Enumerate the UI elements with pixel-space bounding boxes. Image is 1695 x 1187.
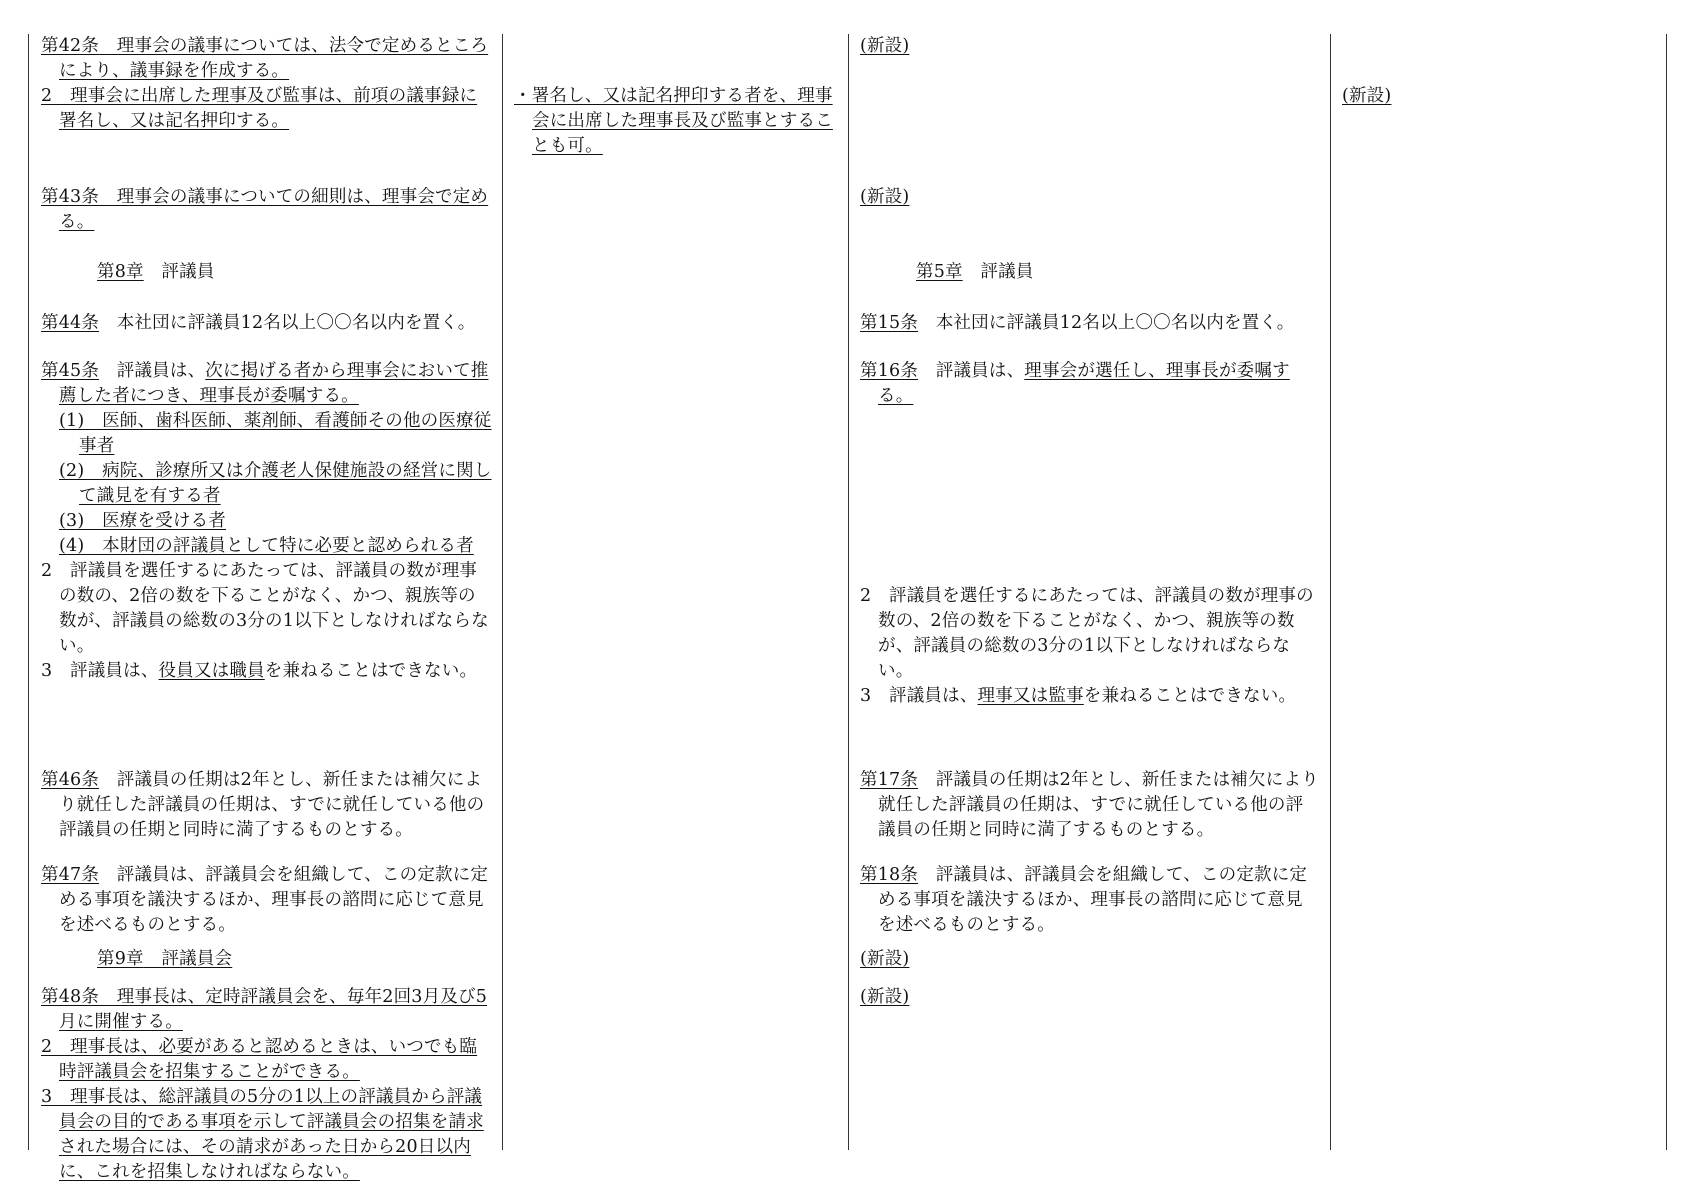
article-45-paragraph-3: 3 評議員は、役員又は職員を兼ねることはできない。 [41, 661, 478, 681]
chapter-8-heading: 第8章 評議員 [97, 262, 215, 282]
column-divider-1 [502, 34, 503, 1150]
article-16-paragraph-2: 2 評議員を選任するにあたっては、評議員の数が理事の数の、2倍の数を下ることがなく、かつ、親族等の数が、評議員の総数の3分の1以下としなければならない。 [860, 586, 1314, 681]
article-number: 第16条 [860, 361, 919, 381]
list-item: (3) 医療を受ける者 [59, 511, 226, 531]
article-42: 第42条 理事会の議事については、法令で定めるところにより、議事録を作成する。 2 理事会に出席した理事及び監事は、前項の議事録に署名し、又は記名押印する。 [41, 34, 493, 134]
article-16-paragraph-3: 3 評議員は、理事又は監事を兼ねることはできない。 [860, 686, 1297, 706]
article-number: 第44条 [41, 313, 100, 333]
article-15: 第15条 本社団に評議員12名以上〇〇名以内を置く。 [860, 313, 1295, 333]
article-18: 第18条 評議員は、評議員会を組織して、この定款に定める事項を議決するほか、理事長の諮問に応じて意見を述べるものとする。 [860, 865, 1308, 935]
article-16-paragraphs [860, 584, 1320, 709]
article-number: 第45条 [41, 361, 100, 381]
article-48-paragraph-3: 3 理事長は、総評議員の5分の1以上の評議員から評議員会の目的である事項を示して評議員会の招集を請求された場合には、その請求があった日から20日以内に、これを招集しなければならない。 [41, 1087, 484, 1182]
article-43: 第43条 理事会の議事についての細則は、理事会で定める。 [41, 187, 489, 232]
new-provision-label: (新設) [860, 949, 910, 969]
article-46: 第46条 評議員の任期は2年とし、新任または補欠により就任した評議員の任期は、すでに就任している他の評議員の任期と同時に満了するものとする。 [41, 770, 485, 840]
list-item: (4) 本財団の評議員として特に必要と認められる者 [59, 536, 474, 556]
list-item: (1) 医師、歯科医師、薬剤師、看護師その他の医療従事者 [59, 411, 492, 456]
list-item: (2) 病院、診療所又は介護老人保健施設の経営に関して識見を有する者 [59, 461, 492, 506]
article-47: 第47条 評議員は、評議員会を組織して、この定款に定める事項を議決するほか、理事長の諮問に応じて意見を述べるものとする。 [41, 865, 489, 935]
article-number: 第46条 [41, 770, 100, 790]
article-48-paragraph-2: 2 理事長は、必要があると認めるときは、いつでも臨時評議員会を招集することができる。 [41, 1037, 478, 1082]
article-48: 第48条 理事長は、定時評議員会を、毎年2回3月及び5月に開催する。 2 理事長は、必要があると認めるときは、いつでも臨時評議員会を招集することができる。 3 理事長は、総評議員の5分の1以上の評議員から評議員会の目的である事項を示して評議員会の招集を請求された場合には、その請求があった日から20日以内に、これを招集しなければならない。 [41, 985, 493, 1185]
chapter-9-heading: 第9章 評議員会 [97, 949, 233, 969]
article-number: 第43条 [41, 187, 100, 207]
column-divider-left-edge [28, 34, 29, 1150]
chapter-5-heading: 第5章 評議員 [916, 262, 1034, 282]
article-number: 第18条 [860, 865, 919, 885]
new-provision-label: (新設) [860, 187, 910, 207]
article-number: 第42条 [41, 36, 100, 56]
article-number: 第47条 [41, 865, 100, 885]
column-divider-right-edge [1666, 34, 1667, 1150]
article-16: 第16条 評議員は、理事会が選任し、理事長が委嘱する。 [860, 361, 1290, 406]
column-divider-3 [1330, 34, 1331, 1150]
article-45: 第45条 評議員は、次に掲げる者から理事会において推薦した者につき、理事長が委嘱する。 (1) 医師、歯科医師、薬剤師、看護師その他の医療従事者 (2) 病院、診療所又は介護老人保健施設の経営に関して識見を有する者 (3) 医療を受ける者 (4) 本財団の評議員として特に必要と認められる者 2 評議員を選任するにあたっては、評議員の数が理事の数の、2倍の数を下ることがなく、かつ、親族等の数が、評議員の総数の3分の1以下としなければならない。 3 評議員は、役員又は職員を兼ねることはできない。 [41, 359, 493, 684]
article-number: 第17条 [860, 770, 919, 790]
article-number: 第48条 [41, 987, 100, 1007]
note-signature: ・署名し、又は記名押印する者を、理事会に出席した理事長及び監事とすることも可。 [514, 86, 833, 156]
article-45-paragraph-2: 2 評議員を選任するにあたっては、評議員の数が理事の数の、2倍の数を下ることがなく、かつ、親族等の数が、評議員の総数の3分の1以下としなければならない。 [41, 561, 489, 656]
new-provision-label: (新設) [860, 987, 910, 1007]
article-number: 第15条 [860, 313, 919, 333]
article-17: 第17条 評議員の任期は2年とし、新任または補欠により就任した評議員の任期は、すでに就任している他の評議員の任期と同時に満了するものとする。 [860, 770, 1319, 840]
new-provision-label: (新設) [860, 36, 910, 56]
article-42-paragraph-2: 2 理事会に出席した理事及び監事は、前項の議事録に署名し、又は記名押印する。 [41, 86, 478, 131]
column-divider-2 [848, 34, 849, 1150]
new-provision-label: (新設) [1342, 86, 1392, 106]
article-44: 第44条 本社団に評議員12名以上〇〇名以内を置く。 [41, 313, 476, 333]
